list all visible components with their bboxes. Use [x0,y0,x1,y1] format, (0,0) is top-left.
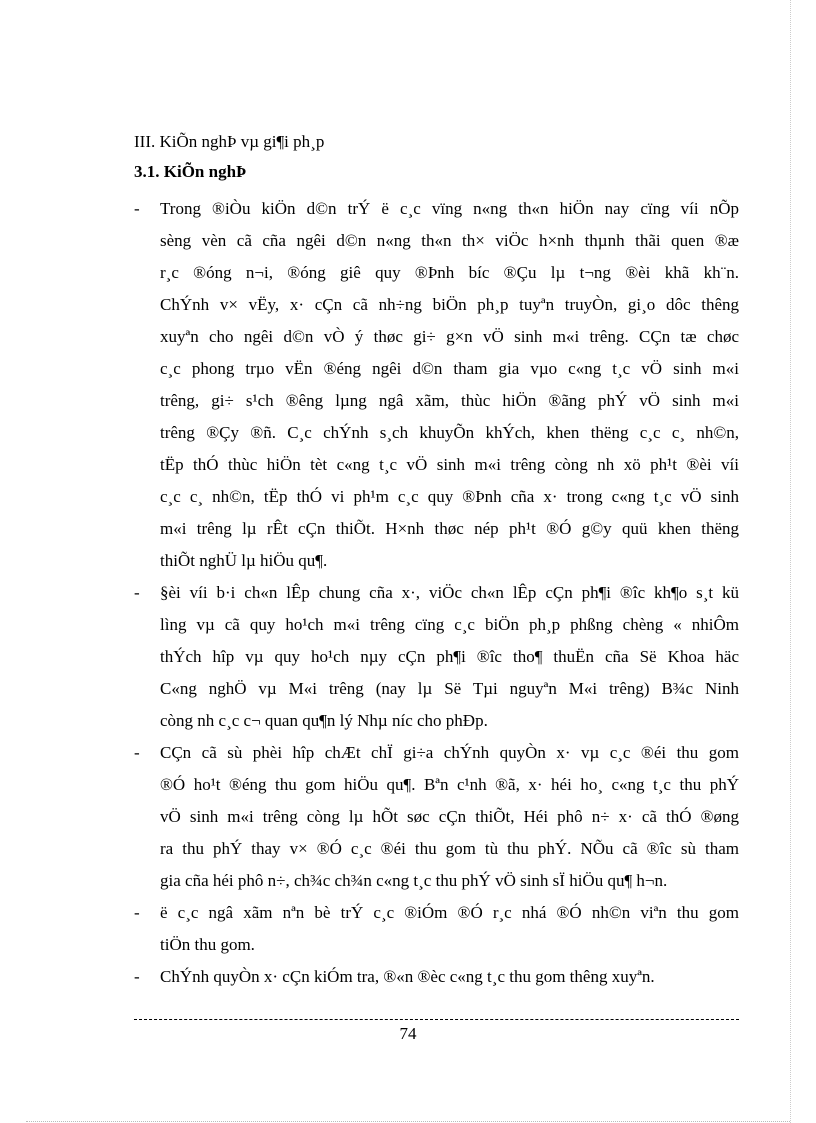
page-right-border [790,0,791,1123]
bullet-paragraph [160,897,739,961]
paragraph-line: r¸c ®óng n¬i, ®óng giê quy ®Þnh bíc ®Çu lµ t¬ng ®èi khã kh¨n. [160,263,739,282]
paragraph-line: vÖ sinh m«i trêng còng lµ hÕt søc cÇn thiÕt, Héi phô n÷ x· cã thÓ ®øng [160,807,739,826]
paragraph-line: thiÕt nghÜ lµ hiÖu qu¶. [160,551,328,570]
paragraph-line: tËp thÓ thùc hiÖn tèt c«ng t¸c vÖ sinh m«i trêng còng nh xö ph¹t ®èi víi [160,455,739,474]
bullet-paragraph [160,961,739,993]
paragraph-line: §èi víi b·i ch«n lÊp chung cña x·, viÖc ch«n lÊp cÇn ph¶i ®îc kh¶o s¸t kü [160,583,739,602]
bullet-marker: - [134,903,140,922]
paragraph-line: ë c¸c ngâ xãm nªn bè trÝ c¸c ®iÓm ®Ó r¸c nhá ®Ó nh©n viªn thu gom [160,903,739,922]
paragraph-line: ra thu phÝ thay v× ®Ó c¸c ®éi thu gom tù thu phÝ. NÕu cã ®îc sù tham [160,839,739,858]
paragraph-line: tiÖn thu gom. [160,935,255,954]
paragraph-line: Trong ®iÒu kiÖn d©n trÝ ë c¸c vïng n«ng th«n hiÖn nay cïng víi nÕp [160,199,739,218]
page-bottom-border [26,1121,790,1122]
footer-divider [134,1019,739,1020]
paragraph-line: m«i trêng lµ rÊt cÇn thiÕt. H×nh thøc nép ph¹t ®Ó g©y quü khen thëng [160,519,739,538]
subsection-heading: 3.1. KiÕn nghÞ [134,162,247,181]
paragraph-line: còng nh c¸c c¬ quan qu¶n lý Nhµ níc cho phÐp. [160,711,488,730]
bullet-paragraph [160,193,739,577]
section-heading: III. KiÕn nghÞ vµ gi¶i ph¸p [134,132,325,151]
bullet-marker: - [134,199,140,218]
paragraph-line: ChÝnh v× vËy, x· cÇn cã nh÷ng biÖn ph¸p tuyªn truyÒn, gi¸o dôc thêng [160,295,739,314]
bullet-marker: - [134,743,140,762]
bullet-paragraph [160,577,739,737]
paragraph-line: c¸c phong trµo vËn ®éng ngêi d©n tham gia vµo c«ng t¸c vÖ sinh m«i [160,359,739,378]
paragraph-line: thÝch hîp vµ quy ho¹ch nµy cÇn ph¶i ®îc tho¶ thuËn cña Së Khoa häc [160,647,739,666]
bullet-paragraph [160,737,739,897]
paragraph-line: lìng vµ cã quy ho¹ch m«i trêng cïng c¸c biÖn ph¸p phßng chèng « nhiÔm [160,615,739,634]
paragraph-line: trêng ®Çy ®ñ. C¸c chÝnh s¸ch khuyÕn khÝch, khen thëng c¸c c¸ nh©n, [160,423,739,442]
paragraph-line: C«ng nghÖ vµ M«i trêng (nay lµ Së Tµi nguyªn M«i trêng) B¾c Ninh [160,679,739,698]
paragraph-line: gia cña héi phô n÷, ch¾c ch¾n c«ng t¸c thu phÝ vÖ sinh sÏ hiÖu qu¶ h¬n. [160,871,668,890]
paragraph-line: sèng vèn cã cña ngêi d©n n«ng th«n th× viÖc h×nh thµnh thãi quen ®æ [160,231,739,250]
paragraph-line: ®Ó ho¹t ®éng thu gom hiÖu qu¶. Bªn c¹nh ®ã, x· héi ho¸ c«ng t¸c thu phÝ [160,775,739,794]
page-number: 74 [399,1024,417,1043]
paragraph-line: CÇn cã sù phèi hîp chÆt chÏ gi÷a chÝnh quyÒn x· vµ c¸c ®éi thu gom [160,743,739,762]
paragraph-line: xuyªn cho ngêi d©n vÒ ý thøc gi÷ g×n vÖ sinh m«i trêng. CÇn tæ chøc [160,327,739,346]
bullet-marker: - [134,583,140,602]
paragraph-line: c¸c c¸ nh©n, tËp thÓ vi ph¹m c¸c quy ®Þnh cña x· trong c«ng t¸c vÖ sinh [160,487,739,506]
paragraph-line: trêng, gi÷ s¹ch ®êng lµng ngâ xãm, thùc hiÖn ®ãng phÝ vÖ sinh m«i [160,391,739,410]
bullet-marker: - [134,967,140,986]
paragraph-line: ChÝnh quyÒn x· cÇn kiÓm tra, ®«n ®èc c«ng t¸c thu gom thêng xuyªn. [160,967,655,986]
